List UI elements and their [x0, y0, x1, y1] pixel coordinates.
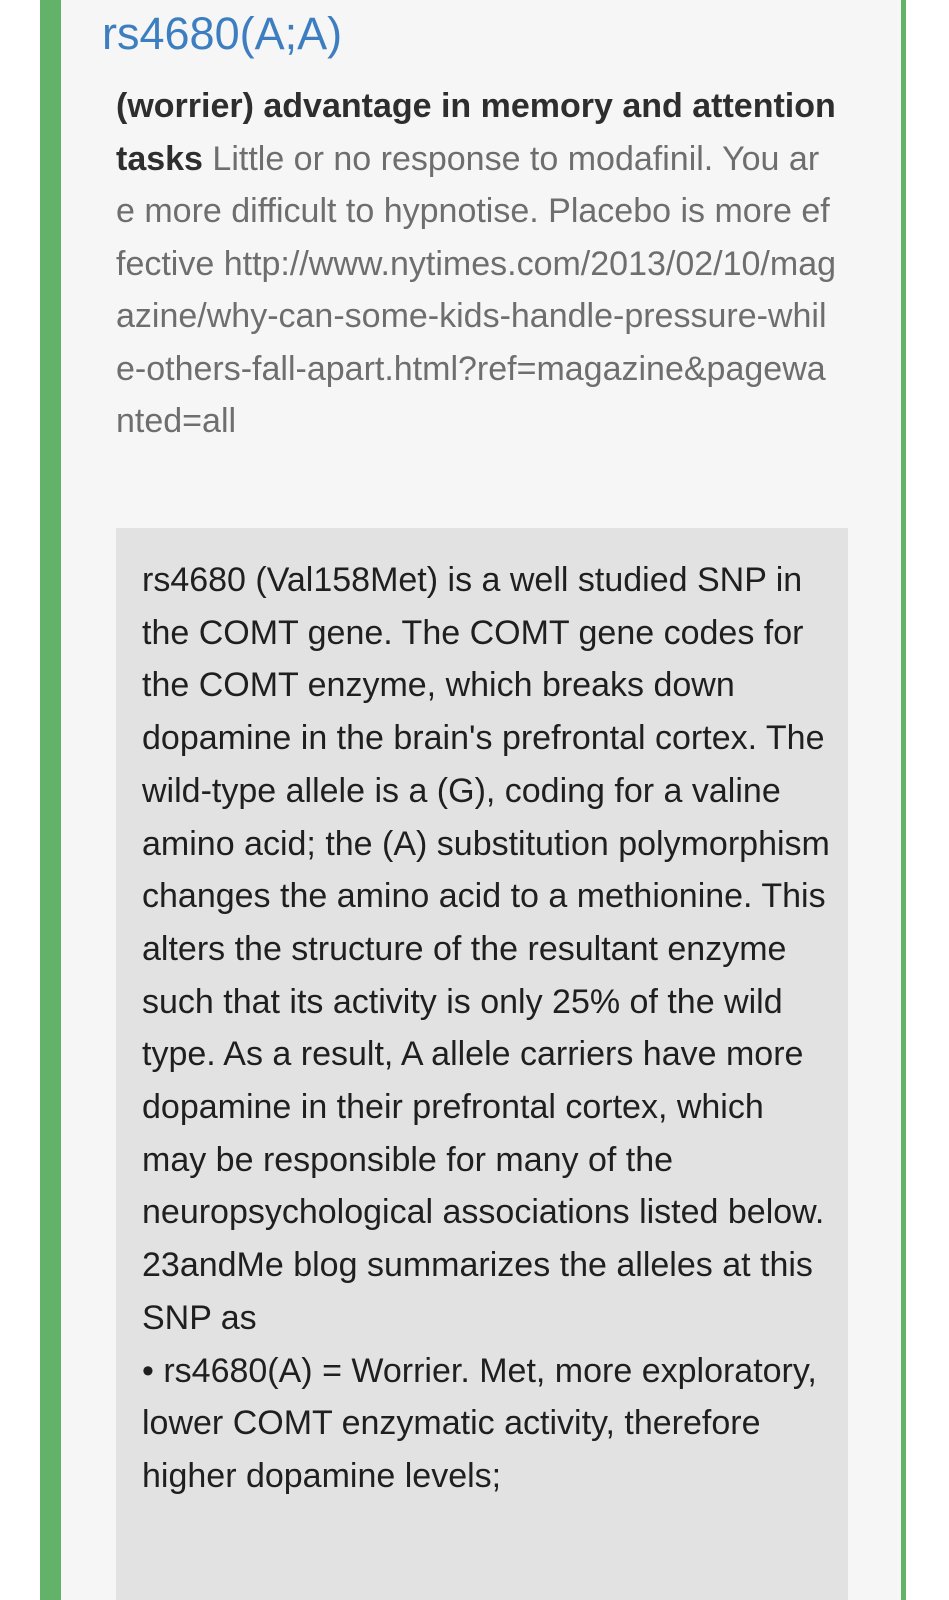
bullet-dot-icon: • — [142, 1351, 154, 1390]
summary-text: Little or no response to modafinil. You are more difficult to hypnotise. Placebo is more effective http://www.nytimes.com/2013/02/10/magazine/why-can-some-kids-handle-pressure-while-others-fall-apart.html?ref=magazine&pagewanted=all — [116, 139, 837, 440]
details-text-block — [142, 554, 832, 1503]
details-paragraph: rs4680 (Val158Met) is a well studied SNP in the COMT gene. The COMT gene codes for the COMT enzyme, which breaks down dopamine in the brain's prefrontal cortex. The wild-type allele is a (G), coding for a valine amino acid; the (A) substitution polymorphism changes the amino acid to a methionine. This alters the structure of the resultant enzyme such that its activity is only 25% of the wild type. As a result, A allele carriers have more dopamine in their prefrontal cortex, which may be responsible for many of the neuropsychological associations listed below. 23andMe blog summarizes the alleles at this SNP as — [142, 561, 830, 1337]
details-box — [116, 528, 848, 1600]
genotype-summary — [116, 80, 836, 448]
bullet-list-item — [142, 1345, 832, 1503]
summary-bold-text: (worrier) advantage in memory and attention tasks — [116, 87, 836, 178]
genotype-title-link[interactable]: rs4680(A;A) — [102, 8, 343, 59]
bullet-item-text: rs4680(A) = Worrier. Met, more exploratory, lower COMT enzymatic activity, therefore higher dopamine levels; — [142, 1351, 817, 1495]
